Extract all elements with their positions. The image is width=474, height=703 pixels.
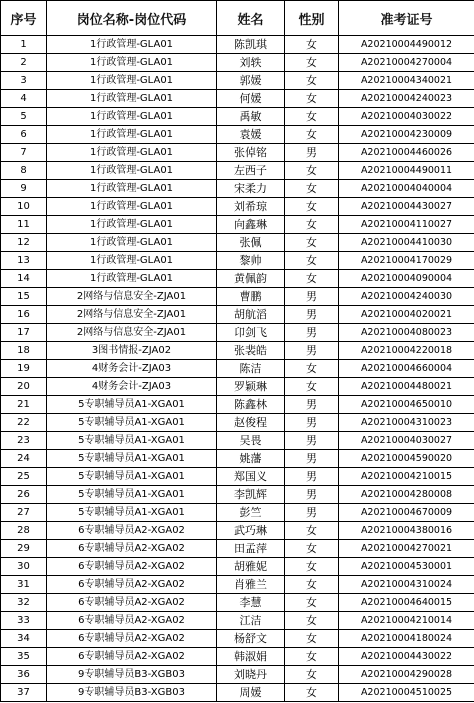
row-gender: 女 [285,234,339,252]
row-index: 36 [1,666,47,684]
row-gender: 男 [285,414,339,432]
row-position: 1行政管理-GLA01 [47,180,217,198]
table-row [1,648,474,666]
row-index: 31 [1,576,47,594]
row-position: 1行政管理-GLA01 [47,270,217,288]
row-position: 6专职辅导员A2-XGA02 [47,558,217,576]
row-ticket: A20210004310024 [339,576,474,594]
row-ticket: A20210004290028 [339,666,474,684]
row-ticket: A20210004270004 [339,54,474,72]
row-index: 6 [1,126,47,144]
table-row [1,216,474,234]
row-gender: 男 [285,144,339,162]
row-gender: 女 [285,378,339,396]
table-row [1,72,474,90]
row-index: 9 [1,180,47,198]
row-name: 刘晓丹 [217,666,285,684]
row-index: 13 [1,252,47,270]
row-index: 29 [1,540,47,558]
table-row [1,468,474,486]
row-index: 20 [1,378,47,396]
row-index: 17 [1,324,47,342]
row-name: 黄佩韵 [217,270,285,288]
row-position: 2网络与信息安全-ZJA01 [47,288,217,306]
row-gender: 男 [285,486,339,504]
row-gender: 女 [285,108,339,126]
row-ticket: A20210004210014 [339,612,474,630]
row-gender: 女 [285,216,339,234]
row-ticket: A20210004490012 [339,36,474,54]
row-position: 1行政管理-GLA01 [47,198,217,216]
table-row [1,252,474,270]
row-index: 4 [1,90,47,108]
row-name: 张佩 [217,234,285,252]
table-row [1,612,474,630]
table-row [1,360,474,378]
row-name: 武巧琳 [217,522,285,540]
row-index: 21 [1,396,47,414]
row-index: 22 [1,414,47,432]
row-name: 曹鹏 [217,288,285,306]
row-position: 1行政管理-GLA01 [47,234,217,252]
row-ticket: A20210004110027 [339,216,474,234]
row-position: 6专职辅导员A2-XGA02 [47,540,217,558]
row-index: 32 [1,594,47,612]
row-index: 11 [1,216,47,234]
row-ticket: A20210004430022 [339,648,474,666]
row-gender: 女 [285,162,339,180]
row-gender: 男 [285,468,339,486]
row-index: 26 [1,486,47,504]
table-row [1,504,474,522]
table-row [1,234,474,252]
row-name: 张倬铭 [217,144,285,162]
table-row [1,432,474,450]
row-gender: 女 [285,360,339,378]
row-gender: 女 [285,558,339,576]
table-row [1,630,474,648]
table-body [1,36,474,702]
row-name: 郑国义 [217,468,285,486]
row-ticket: A20210004310023 [339,414,474,432]
row-position: 1行政管理-GLA01 [47,216,217,234]
row-position: 5专职辅导员A1-XGA01 [47,396,217,414]
row-ticket: A20210004210015 [339,468,474,486]
row-position: 1行政管理-GLA01 [47,162,217,180]
row-ticket: A20210004670009 [339,504,474,522]
row-ticket: A20210004430027 [339,198,474,216]
row-position: 6专职辅导员A2-XGA02 [47,612,217,630]
row-ticket: A20210004270021 [339,540,474,558]
row-name: 吴畏 [217,432,285,450]
row-ticket: A20210004090004 [339,270,474,288]
row-index: 24 [1,450,47,468]
row-index: 5 [1,108,47,126]
row-gender: 男 [285,504,339,522]
row-ticket: A20210004040004 [339,180,474,198]
table-row [1,342,474,360]
row-gender: 女 [285,180,339,198]
table-row [1,36,474,54]
row-ticket: A20210004280008 [339,486,474,504]
table-row [1,378,474,396]
row-name: 向鑫琳 [217,216,285,234]
row-ticket: A20210004240030 [339,288,474,306]
row-gender: 女 [285,54,339,72]
row-name: 袁媛 [217,126,285,144]
row-index: 2 [1,54,47,72]
row-gender: 女 [285,126,339,144]
header-position: 岗位名称-岗位代码 [47,1,217,36]
row-gender: 女 [285,72,339,90]
row-gender: 女 [285,684,339,702]
row-name: 张裴皓 [217,342,285,360]
row-gender: 女 [285,630,339,648]
table-row [1,126,474,144]
table-row [1,396,474,414]
row-gender: 女 [285,36,339,54]
row-position: 6专职辅导员A2-XGA02 [47,648,217,666]
row-gender: 男 [285,306,339,324]
row-name: 陈鑫林 [217,396,285,414]
row-index: 28 [1,522,47,540]
row-gender: 男 [285,324,339,342]
table-row [1,108,474,126]
row-gender: 女 [285,270,339,288]
row-position: 9专职辅导员B3-XGB03 [47,666,217,684]
row-gender: 女 [285,522,339,540]
row-name: 陈洁 [217,360,285,378]
row-position: 5专职辅导员A1-XGA01 [47,450,217,468]
row-gender: 男 [285,342,339,360]
row-name: 陈凯琪 [217,36,285,54]
row-index: 8 [1,162,47,180]
table-row [1,684,474,702]
row-ticket: A20210004590020 [339,450,474,468]
row-name: 禹敏 [217,108,285,126]
row-index: 3 [1,72,47,90]
table-row [1,486,474,504]
row-ticket: A20210004530001 [339,558,474,576]
row-index: 23 [1,432,47,450]
row-position: 6专职辅导员A2-XGA02 [47,630,217,648]
row-index: 27 [1,504,47,522]
row-gender: 女 [285,612,339,630]
row-position: 5专职辅导员A1-XGA01 [47,504,217,522]
row-position: 1行政管理-GLA01 [47,90,217,108]
row-position: 1行政管理-GLA01 [47,252,217,270]
row-ticket: A20210004020021 [339,306,474,324]
table-row [1,180,474,198]
row-ticket: A20210004380016 [339,522,474,540]
row-name: 宋柔力 [217,180,285,198]
row-position: 6专职辅导员A2-XGA02 [47,576,217,594]
row-index: 19 [1,360,47,378]
row-ticket: A20210004030027 [339,432,474,450]
row-index: 7 [1,144,47,162]
table-row [1,450,474,468]
table-row [1,162,474,180]
table-row [1,594,474,612]
row-name: 肖雅兰 [217,576,285,594]
row-position: 4财务会计-ZJA03 [47,378,217,396]
row-index: 35 [1,648,47,666]
row-name: 何媛 [217,90,285,108]
row-ticket: A20210004640015 [339,594,474,612]
row-index: 15 [1,288,47,306]
header-index: 序号 [1,1,47,36]
table-row [1,558,474,576]
row-index: 10 [1,198,47,216]
row-position: 2网络与信息安全-ZJA01 [47,306,217,324]
row-ticket: A20210004510025 [339,684,474,702]
row-index: 12 [1,234,47,252]
table-row [1,522,474,540]
row-position: 4财务会计-ZJA03 [47,360,217,378]
row-index: 34 [1,630,47,648]
row-name: 杨舒文 [217,630,285,648]
row-ticket: A20210004030022 [339,108,474,126]
row-position: 3图书情报-ZJA02 [47,342,217,360]
row-name: 姚藩 [217,450,285,468]
row-name: 罗颖琳 [217,378,285,396]
row-ticket: A20210004240023 [339,90,474,108]
row-position: 1行政管理-GLA01 [47,126,217,144]
table-row [1,288,474,306]
row-name: 郭媛 [217,72,285,90]
row-gender: 男 [285,396,339,414]
row-index: 1 [1,36,47,54]
table-row [1,576,474,594]
row-ticket: A20210004080023 [339,324,474,342]
row-ticket: A20210004410030 [339,234,474,252]
table-row [1,198,474,216]
row-gender: 女 [285,90,339,108]
row-name: 李慧 [217,594,285,612]
row-index: 18 [1,342,47,360]
row-name: 刘希琼 [217,198,285,216]
row-name: 左西子 [217,162,285,180]
row-name: 黎帅 [217,252,285,270]
row-name: 江洁 [217,612,285,630]
table-row [1,270,474,288]
row-name: 周媛 [217,684,285,702]
header-name: 姓名 [217,1,285,36]
row-name: 胡雅妮 [217,558,285,576]
row-position: 1行政管理-GLA01 [47,36,217,54]
row-ticket: A20210004650010 [339,396,474,414]
row-position: 1行政管理-GLA01 [47,108,217,126]
table-row [1,144,474,162]
row-name: 卬剑飞 [217,324,285,342]
row-gender: 女 [285,666,339,684]
table-row [1,90,474,108]
row-position: 6专职辅导员A2-XGA02 [47,594,217,612]
row-ticket: A20210004180024 [339,630,474,648]
row-name: 韩淑娟 [217,648,285,666]
row-gender: 女 [285,576,339,594]
table-row [1,54,474,72]
row-gender: 男 [285,288,339,306]
row-gender: 男 [285,432,339,450]
row-ticket: A20210004490011 [339,162,474,180]
header-row [1,1,474,36]
table-row [1,306,474,324]
row-ticket: A20210004460026 [339,144,474,162]
row-name: 李凯辉 [217,486,285,504]
row-name: 田孟萍 [217,540,285,558]
row-gender: 女 [285,648,339,666]
row-index: 14 [1,270,47,288]
row-position: 1行政管理-GLA01 [47,54,217,72]
row-position: 2网络与信息安全-ZJA01 [47,324,217,342]
row-position: 5专职辅导员A1-XGA01 [47,468,217,486]
row-name: 胡航滔 [217,306,285,324]
table-row [1,324,474,342]
row-index: 30 [1,558,47,576]
header-ticket: 准考证号 [339,1,474,36]
row-index: 33 [1,612,47,630]
row-index: 37 [1,684,47,702]
row-ticket: A20210004220018 [339,342,474,360]
row-index: 16 [1,306,47,324]
table-row [1,540,474,558]
row-gender: 男 [285,450,339,468]
row-gender: 女 [285,540,339,558]
row-position: 6专职辅导员A2-XGA02 [47,522,217,540]
row-index: 25 [1,468,47,486]
header-gender: 性别 [285,1,339,36]
row-position: 1行政管理-GLA01 [47,72,217,90]
row-position: 5专职辅导员A1-XGA01 [47,432,217,450]
row-position: 9专职辅导员B3-XGB03 [47,684,217,702]
row-position: 1行政管理-GLA01 [47,144,217,162]
row-name: 彭竺 [217,504,285,522]
row-ticket: A20210004660004 [339,360,474,378]
row-name: 刘轶 [217,54,285,72]
row-position: 5专职辅导员A1-XGA01 [47,414,217,432]
row-name: 赵俊程 [217,414,285,432]
row-ticket: A20210004170029 [339,252,474,270]
row-ticket: A20210004480021 [339,378,474,396]
row-gender: 女 [285,252,339,270]
table-row [1,414,474,432]
row-gender: 女 [285,198,339,216]
row-ticket: A20210004340021 [339,72,474,90]
row-position: 5专职辅导员A1-XGA01 [47,486,217,504]
row-ticket: A20210004230009 [339,126,474,144]
row-gender: 女 [285,594,339,612]
table-row [1,666,474,684]
